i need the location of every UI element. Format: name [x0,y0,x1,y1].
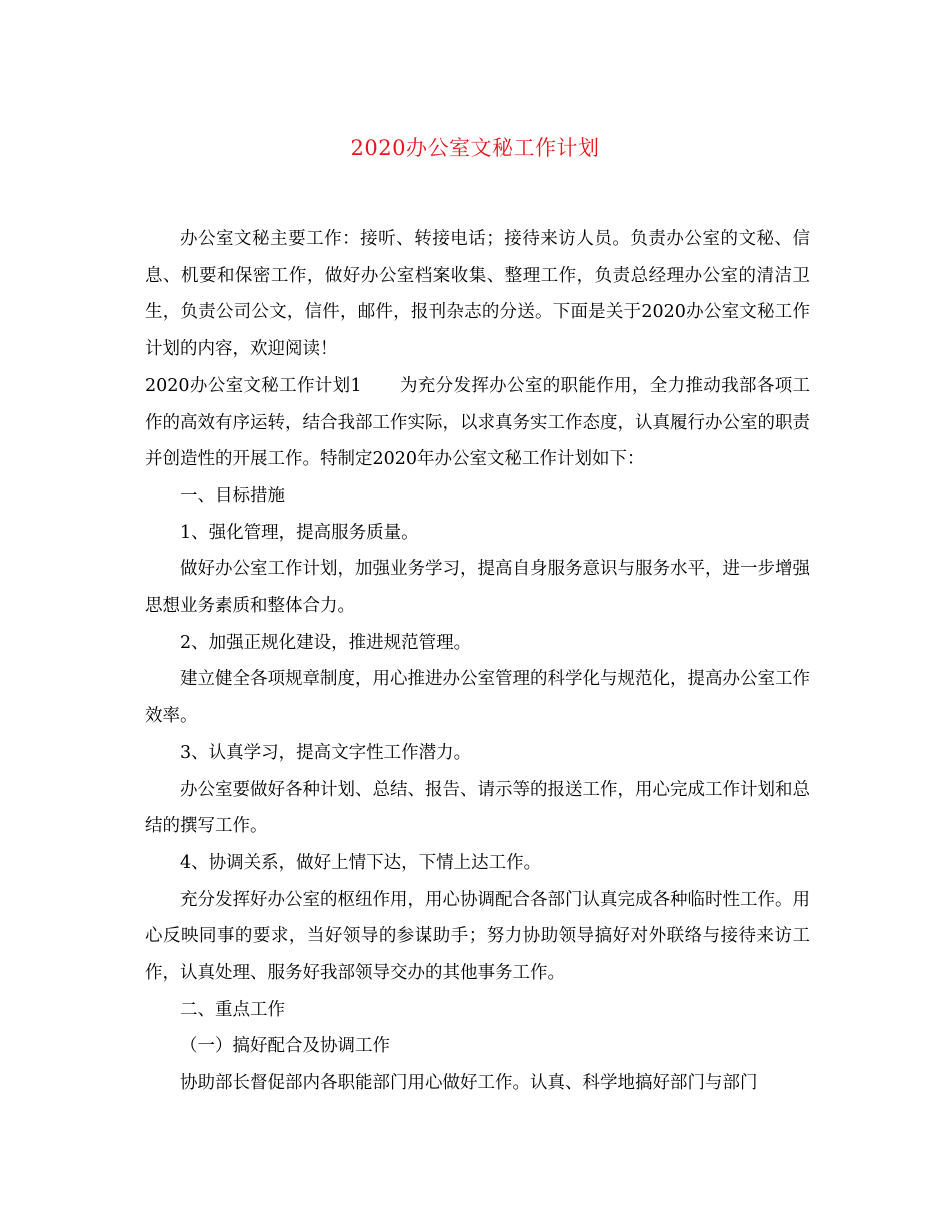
plan1-paragraph [145,368,810,478]
document-title: 2020办公室文秘工作计划 [350,136,600,160]
plan1-heading: 2020办公室文秘工作计划1 [145,375,362,396]
item4-paragraph: 充分发挥好办公室的枢纽作用，用心协调配合各部门认真完成各种临时性工作。用心反映同事的要求，当好领导的参谋助手；努力协助领导搞好对外联络与接待来访工作，认真处理、服务好我部领导交办的其他事务工作。 [145,889,810,984]
item2-paragraph: 建立健全各项规章制度，用心推进办公室管理的科学化与规范化，提高办公室工作效率。 [145,669,810,727]
section2-heading: 二、重点工作 [180,999,285,1020]
item1-heading: 1、强化管理，提高服务质量。 [180,522,419,543]
plan1-text: 为充分发挥办公室的职能作用，全力推动我部各项工作的高效有序运转，结合我部工作实际，以求真务实工作态度，认真履行办公室的职责并创造性的开展工作。特制定2020年办公室文秘工作计划如下： [145,375,811,470]
item3-paragraph: 办公室要做好各种计划、总结、报告、请示等的报送工作，用心完成工作计划和总结的撰写工作。 [145,779,810,837]
item3-heading: 3、认真学习，提高文字性工作潜力。 [180,742,472,763]
sub1-heading: （一）搞好配合及协调工作 [180,1036,390,1057]
section1-heading: 一、目标措施 [180,485,285,506]
intro-paragraph: 办公室文秘主要工作：接听、转接电话；接待来访人员。负责办公室的文秘、信息、机要和保密工作，做好办公室档案收集、整理工作，负责总经理办公室的清洁卫生，负责公司公文，信件，邮件，报刊杂志的分送。下面是关于2020办公室文秘工作计划的内容，欢迎阅读！ [145,229,810,360]
item2-heading: 2、加强正规化建设，推进规范管理。 [180,632,472,653]
item1-paragraph: 做好办公室工作计划，加强业务学习，提高自身服务意识与服务水平，进一步增强思想业务素质和整体合力。 [145,559,810,617]
sub1-paragraph: 协助部长督促部内各职能部门用心做好工作。认真、科学地搞好部门与部门 [180,1073,758,1094]
document-body [145,221,810,1102]
item4-heading: 4、协调关系，做好上情下达，下情上达工作。 [180,852,542,873]
